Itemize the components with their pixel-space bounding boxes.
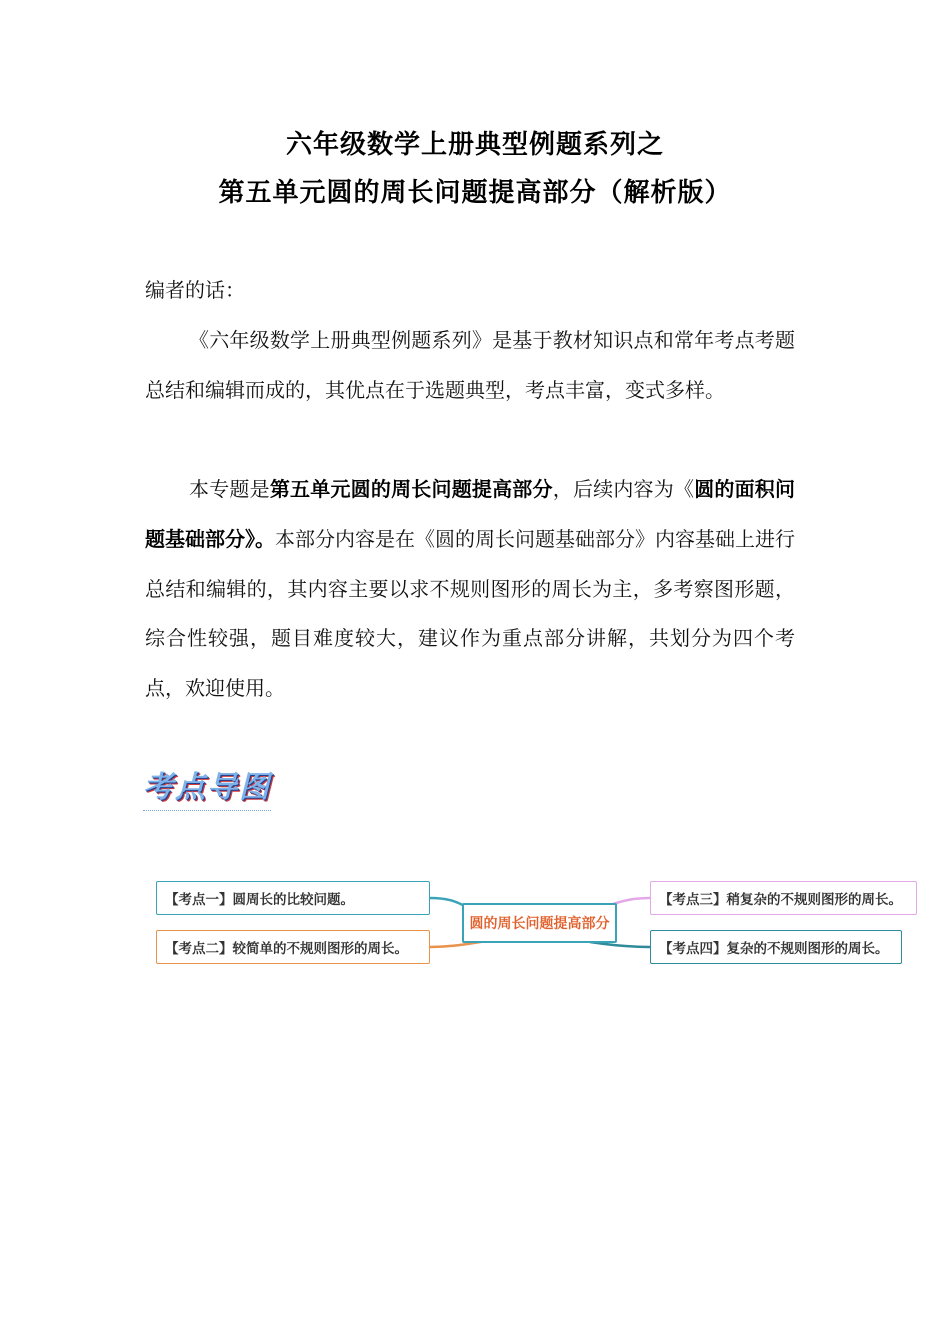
mindmap-node-point-4: 【考点四】复杂的不规则图形的周长。 [650,930,902,964]
mindmap-node-point-1: 【考点一】圆周长的比较问题。 [156,881,430,915]
mindmap-node-point-3: 【考点三】稍复杂的不规则图形的周长。 [650,881,917,915]
mindmap-node-point-2: 【考点二】较简单的不规则图形的周长。 [156,930,430,964]
topic-text-2: ，后续内容为《 [552,477,695,501]
topic-paragraph [145,465,795,714]
editor-note-label: 编者的话： [145,278,245,302]
document-title-line-1: 六年级数学上册典型例题系列之 [285,130,664,160]
topic-bold-current: 第五单元圆的周长问题提高部分 [269,477,553,501]
topic-text-1: 本专题是 [189,477,270,501]
mindmap-center-node: 圆的周长问题提高部分 [462,903,617,943]
topic-bold-next: 圆的面积问题基础部分》。 [145,477,796,551]
topic-text-3: 本部分内容是在《圆的周长问题基础部分》内容基础上进行总结和编辑的，其内容主要以求不规则图形的周长为主，多考察图形题，综合性较强，题目难度较大，建议作为重点部分讲解，共划分为四个考点，欢迎使用。 [145,526,795,701]
mindmap-heading: 考点导图 [143,762,271,811]
intro-paragraph: 《六年级数学上册典型例题系列》是基于教材知识点和常年考点考题总结和编辑而成的，其优点在于选题典型，考点丰富，变式多样。 [145,328,795,402]
document-title-line-2: 第五单元圆的周长问题提高部分（解析版） [218,178,732,208]
